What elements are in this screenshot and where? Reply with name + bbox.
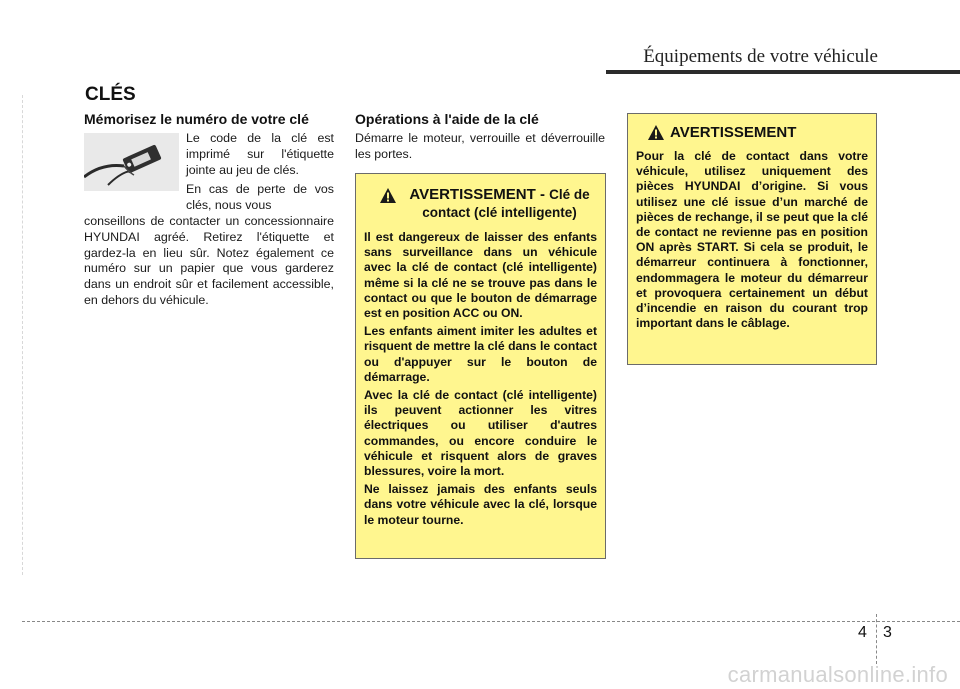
section-title: CLÉS — [85, 84, 136, 105]
chapter-title: Équipements de votre véhicule — [643, 46, 878, 67]
memorize-key-section — [84, 111, 334, 309]
warning-paragraph: Il est dangereux de laisser des enfants sans surveillance dans un véhicule avec la clé de contact (clé intelligente) même si la clé ne se trouve pas dans le contact ou que le bouton de démarrage est en position ACC ou ON. — [364, 230, 597, 321]
chapter-number: 4 — [858, 624, 867, 641]
operations-body: Démarre le moteur, verrouille et déverrouille les portes. — [355, 131, 605, 161]
header-rule-tab — [878, 70, 960, 74]
key-tag-icon — [84, 133, 179, 191]
warning-triangle-icon — [648, 125, 664, 145]
warning-title: AVERTISSEMENT — [670, 124, 797, 141]
key-operations-section — [355, 111, 605, 163]
header-rule — [606, 70, 878, 74]
warning-box-smart-key — [355, 173, 606, 559]
memorize-paragraph-2-rest: conseillons de contacter un concessionnaire HYUNDAI agréé. Retirez l'étiquette et gardez-la en lieu sûr. Notez également ce numéro sur un papier que vous garderez dans un endroit sûr et facilement accessible, en dehors du véhicule. — [84, 213, 334, 307]
memorize-paragraph-1: Le code de la clé est imprimé sur l'étiquette jointe au jeu de clés. — [186, 131, 334, 177]
margin-guide — [22, 95, 23, 575]
warning-paragraph: Avec la clé de contact (clé intelligente) ils peuvent actionner les vitres électriques ou utiliser d'autres commandes, ou encore conduire le véhicule et risquent alors de graves blessures, voire la mort. — [364, 388, 597, 479]
warning-paragraph-list — [364, 230, 597, 528]
memorize-paragraph-2-start: En cas de perte de vos clés, nous vous — [186, 182, 334, 213]
page-number: 3 — [883, 624, 892, 641]
warning-subtitle: Clé de contact (clé intelligente) — [422, 187, 590, 220]
key-tag-illustration — [84, 133, 179, 191]
memorize-heading: Mémorisez le numéro de votre clé — [84, 111, 309, 127]
warning-box-genuine-parts — [627, 113, 877, 365]
warning-heading — [636, 124, 868, 145]
operations-heading: Opérations à l'aide de la clé — [355, 111, 539, 127]
warning-heading — [364, 186, 597, 222]
watermark: carmanualsonline.info — [727, 662, 948, 687]
warning-body: Pour la clé de contact dans votre véhicule, utilisez uniquement des pièces HYUNDAI d’origine. Si vous utilisez une clé issue d’un marché de pièces de rechange, il se peut que la clé de contact ne revienne pas en position ON après START. Si cela se produit, le démarreur continuera à fonctionner, endommagera le moteur du démarreur et provoquera certainement un début d’incendie en raison du courant trop important dans le câblage. — [636, 149, 868, 331]
warning-paragraph: Ne laissez jamais des enfants seuls dans votre véhicule avec la clé, lorsque le moteur tourne. — [364, 482, 597, 527]
warning-triangle-icon — [380, 188, 396, 208]
footer-rule — [22, 621, 960, 622]
warning-title: AVERTISSEMENT - — [409, 186, 550, 203]
warning-paragraph: Les enfants aiment imiter les adultes et risquent de mettre la clé dans le contact ou d'appuyer sur le bouton de démarrage. — [364, 324, 597, 384]
page-number-separator — [876, 614, 877, 664]
